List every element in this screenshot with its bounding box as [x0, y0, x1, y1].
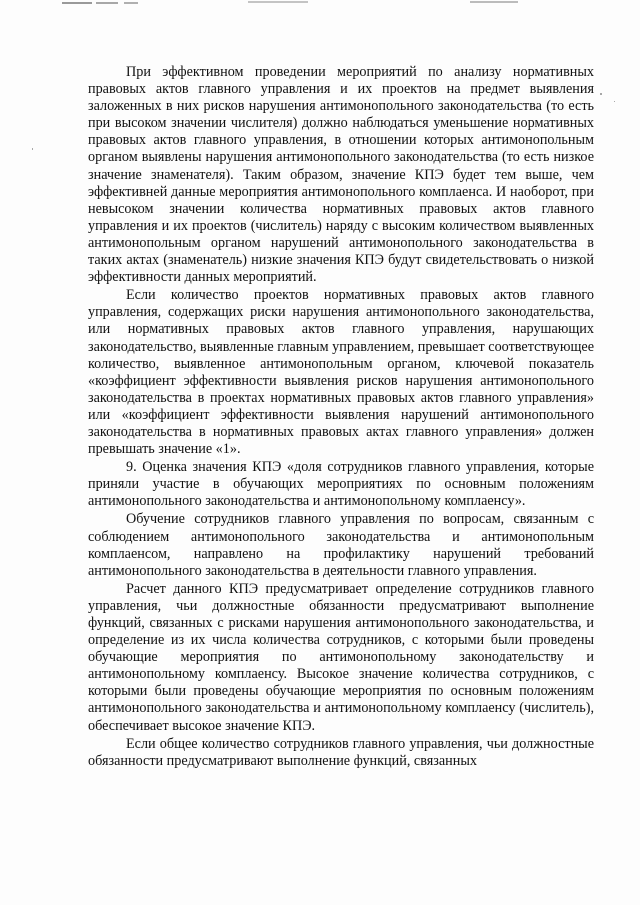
document-body [88, 64, 594, 771]
paragraph: 9. Оценка значения КПЭ «доля сотрудников главного управления, которые приняли участие в обучающих мероприятиях по основным положениям антимонопольного законодательства и антимонопольному комплаенсу». [88, 459, 594, 510]
scan-speck [600, 93, 602, 95]
paragraph: Если общее количество сотрудников главного управления, чьи должностные обязанности предусматривают выполнение функций, связанных [88, 735, 594, 769]
scan-artifacts [0, 0, 640, 10]
scan-speck [32, 148, 33, 150]
paragraph: Если количество проектов нормативных правовых актов главного управления, содержащих риски нарушения антимонопольного законодательства, или нормативных правовых актов главного управления, нарушающих законодательство, выявленные главным управлением, превышает соответствующее количество, выявленное антимонопольным органом, ключевой показатель «коэффициент эффективности выявления рисков нарушения антимонопольного законодательства в проектах нормативных правовых актов главного управления» или «коэффициент эффективности выявления нарушений антимонопольного законодательства в нормативных правовых актах главного управления» должен превышать значение «1». [88, 287, 594, 458]
paragraph: Обучение сотрудников главного управления по вопросам, связанным с соблюдением антимонопольного законодательства и антимонопольным комплаенсом, направлено на профилактику нарушений требований антимонопольного законодательства в деятельности главного управления. [88, 511, 594, 579]
scan-speck [614, 101, 615, 102]
paragraph: При эффективном проведении мероприятий по анализу нормативных правовых актов главного управления и их проектов на предмет выявления заложенных в них рисков нарушения антимонопольного законодательства (то есть при высоком значении числителя) должно наблюдаться уменьшение нормативных правовых актов главного управления, в отношении которых антимонопольным органом выявлены нарушения антимонопольного законодательства (то есть низкое значение знаменателя). Таким образом, значение КПЭ будет тем выше, чем эффективней данные мероприятия антимонопольного комплаенса. И наоборот, при невысоком значении количества нормативных правовых актов главного управления и их проектов (числитель) наряду с высоким количеством выявленных антимонопольным органом нарушений антимонопольного законодательства в таких актах (знаменатель) низкие значения КПЭ будут свидетельствовать о низкой эффективности данных мероприятий. [88, 64, 594, 286]
paragraph: Расчет данного КПЭ предусматривает определение сотрудников главного управления, чьи должностные обязанности предусматривают выполнение функций, связанных с рисками нарушения антимонопольного законодательства, и определение из их числа количества сотрудников, с которыми были проведены обучающие мероприятия по антимонопольному законодательству и антимонопольному комплаенсу. Высокое значение количества сотрудников, с которыми были проведены обучающие мероприятия по основным положениям антимонопольного законодательства и антимонопольному комплаенсу (числитель), обеспечивает высокое значение КПЭ. [88, 580, 594, 734]
